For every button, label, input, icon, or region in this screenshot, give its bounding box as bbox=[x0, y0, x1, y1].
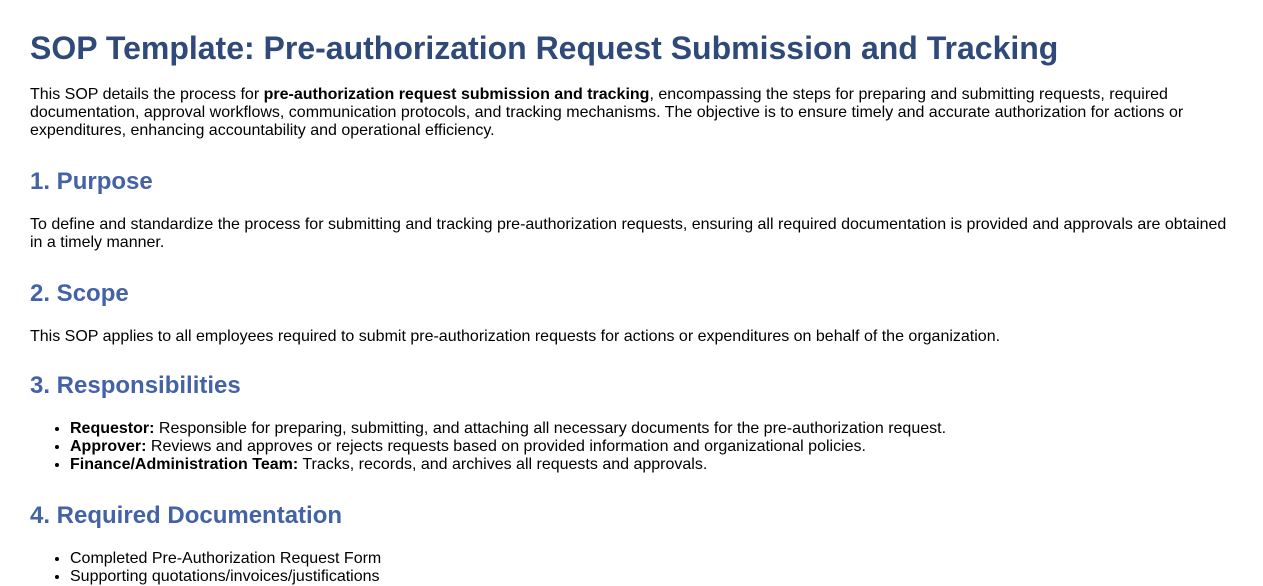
role-description: Tracks, records, and archives all requests and approvals. bbox=[298, 456, 708, 473]
page-title: SOP Template: Pre-authorization Request Submission and Tracking bbox=[30, 30, 1059, 66]
responsibilities-heading: 3. Responsibilities bbox=[30, 372, 241, 399]
role-label: Requestor: bbox=[70, 420, 155, 437]
list-item: • Supporting quotations/invoices/justifications bbox=[70, 568, 1233, 586]
role-description: Responsible for preparing, submitting, and attaching all necessary documents for the pre-authorization request. bbox=[154, 420, 947, 437]
documentation-heading: 4. Required Documentation bbox=[30, 502, 343, 529]
scope-heading: 2. Scope bbox=[30, 280, 129, 307]
intro-text-after: , encompassing the steps for preparing and submitting requests, required documentation, approval workflows, communication protocols, and tracking mechanisms. The objective is to ensure timely and accurate authorization for actions or expenditures, enhancing accountability and operational efficiency. bbox=[30, 86, 1184, 139]
responsibilities-list bbox=[30, 420, 1233, 474]
intro-paragraph bbox=[30, 86, 1233, 140]
list-item-approver bbox=[70, 438, 1233, 456]
list-item-finance-admin bbox=[70, 456, 1233, 474]
role-description: Reviews and approves or rejects requests based on provided information and organizational policies. bbox=[146, 438, 866, 455]
list-item-requestor bbox=[70, 420, 1233, 438]
intro-text-bold: pre-authorization request submission and tracking bbox=[263, 86, 650, 103]
intro-text-before: This SOP details the process for bbox=[30, 86, 264, 103]
purpose-heading: 1. Purpose bbox=[30, 168, 153, 195]
role-label: Finance/Administration Team: bbox=[70, 456, 299, 473]
purpose-text: To define and standardize the process for submitting and tracking pre-authorization requests, ensuring all required documentation is provided and approvals are obtained in a timely manner. bbox=[30, 216, 1227, 251]
list-item: • Completed Pre-Authorization Request Form bbox=[70, 550, 1233, 568]
documentation-list bbox=[30, 550, 1233, 586]
role-label: Approver: bbox=[70, 438, 147, 455]
scope-text: This SOP applies to all employees required to submit pre-authorization requests for actions or expenditures on behalf of the organization. bbox=[30, 328, 1001, 345]
